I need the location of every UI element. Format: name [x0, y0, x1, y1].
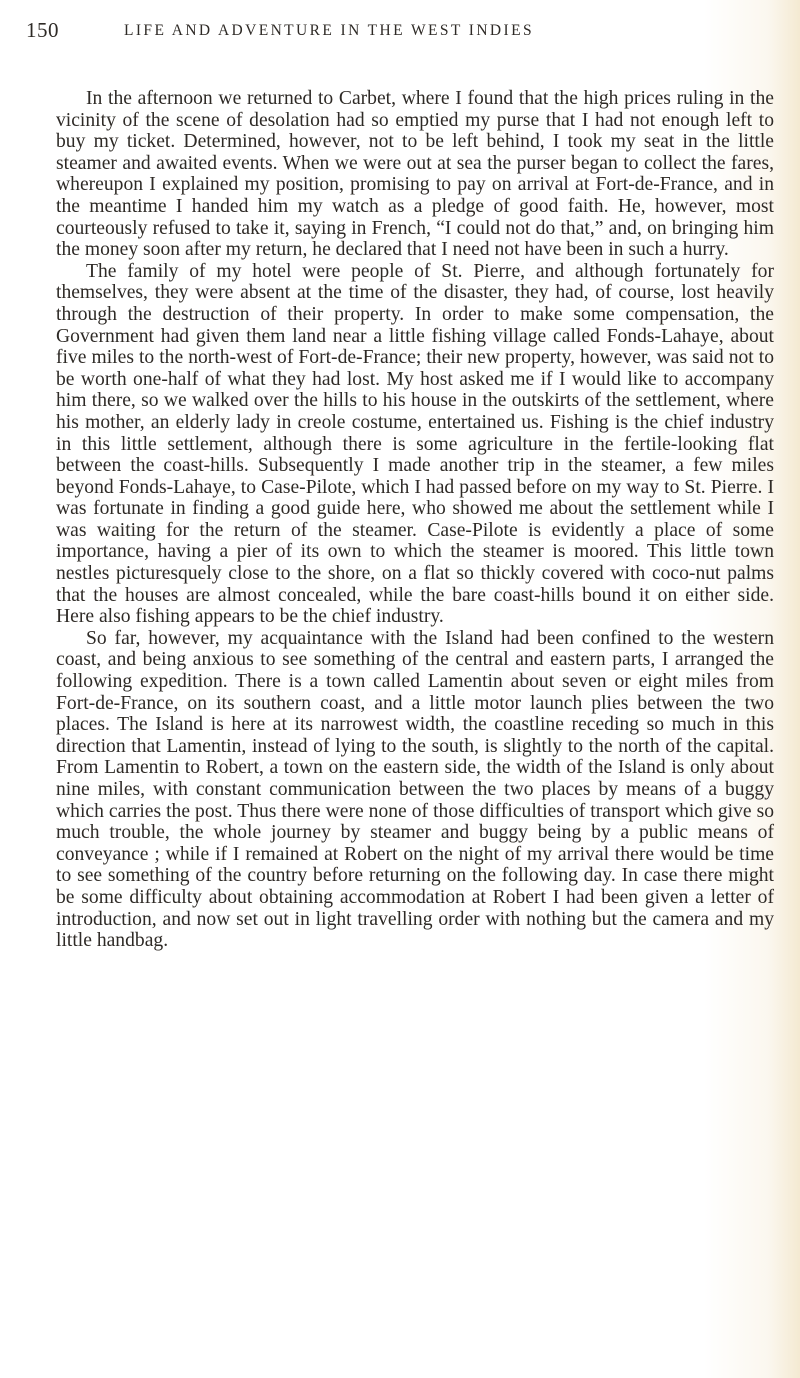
page-number: 150: [26, 18, 59, 42]
paragraph: In the afternoon we returned to Carbet, where I found that the high prices ruling in the vicinity of the scene of desolation had so emptied my purse that I had not enough left to buy my ticket. Determined, however, not to be left behind, I took my seat in the little steamer and awaited events. When we were out at sea the purser began to collect the fares, whereupon I explained my position, promising to pay on arrival at Fort-de-France, and in the meantime I handed him my watch as a pledge of good faith. He, however, most courteously refused to take it, saying in French, “I could not do that,” and, on bringing him the money soon after my return, he declared that I need not have been in such a hurry.: [56, 88, 774, 261]
paragraph: So far, however, my acquaintance with the Island had been confined to the western coast, and being anxious to see something of the central and eastern parts, I arranged the following expedition. There is a town called Lamentin about seven or eight miles from Fort-de-France, on its southern coast, and a little motor launch plies between the two places. The Island is here at its narrowest width, the coastline receding so much in this direction that Lamentin, instead of lying to the south, is slightly to the north of the capital. From Lamentin to Robert, a town on the eastern side, the width of the Island is only about nine miles, with constant communication between the two places by means of a buggy which carries the post. Thus there were none of those difficulties of transport which give so much trouble, the whole journey by steamer and buggy being by a public means of conveyance ; while if I remained at Robert on the night of my arrival there would be time to see something of the country before returning on the following day. In case there might be some difficulty about obtaining accommodation at Robert I had been given a letter of introduction, and now set out in light travelling order with nothing but the camera and my little handbag.: [56, 627, 774, 952]
body-text: [56, 88, 774, 952]
running-head: LIFE AND ADVENTURE IN THE WEST INDIES: [124, 22, 534, 39]
page-header: [26, 18, 766, 58]
paragraph: The family of my hotel were people of St. Pierre, and although fortunately for themselves, they were absent at the time of the disaster, they had, of course, lost heavily through the destruction of their property. In order to make some compensation, the Government had given them land near a little fishing village called Fonds-Lahaye, about five miles to the north-west of Fort-de-France; their new property, however, was said not to be worth one-half of what they had lost. My host asked me if I would like to accompany him there, so we walked over the hills to his house in the outskirts of the settlement, where his mother, an elderly lady in creole costume, entertained us. Fishing is the chief industry in this little settlement, although there is some agriculture in the fertile-looking flat between the coast-hills. Subsequently I made another trip in the steamer, a few miles beyond Fonds-Lahaye, to Case-Pilote, which I had passed before on my way to St. Pierre. I was fortunate in finding a good guide here, who showed me about the settlement while I was waiting for the return of the steamer. Case-Pilote is evidently a place of some importance, having a pier of its own to which the steamer is moored. This little town nestles picturesquely close to the shore, on a flat so thickly covered with coco-nut palms that the houses are almost concealed, while the bare coast-hills bound it on either side. Here also fishing appears to be the chief industry.: [56, 260, 774, 628]
